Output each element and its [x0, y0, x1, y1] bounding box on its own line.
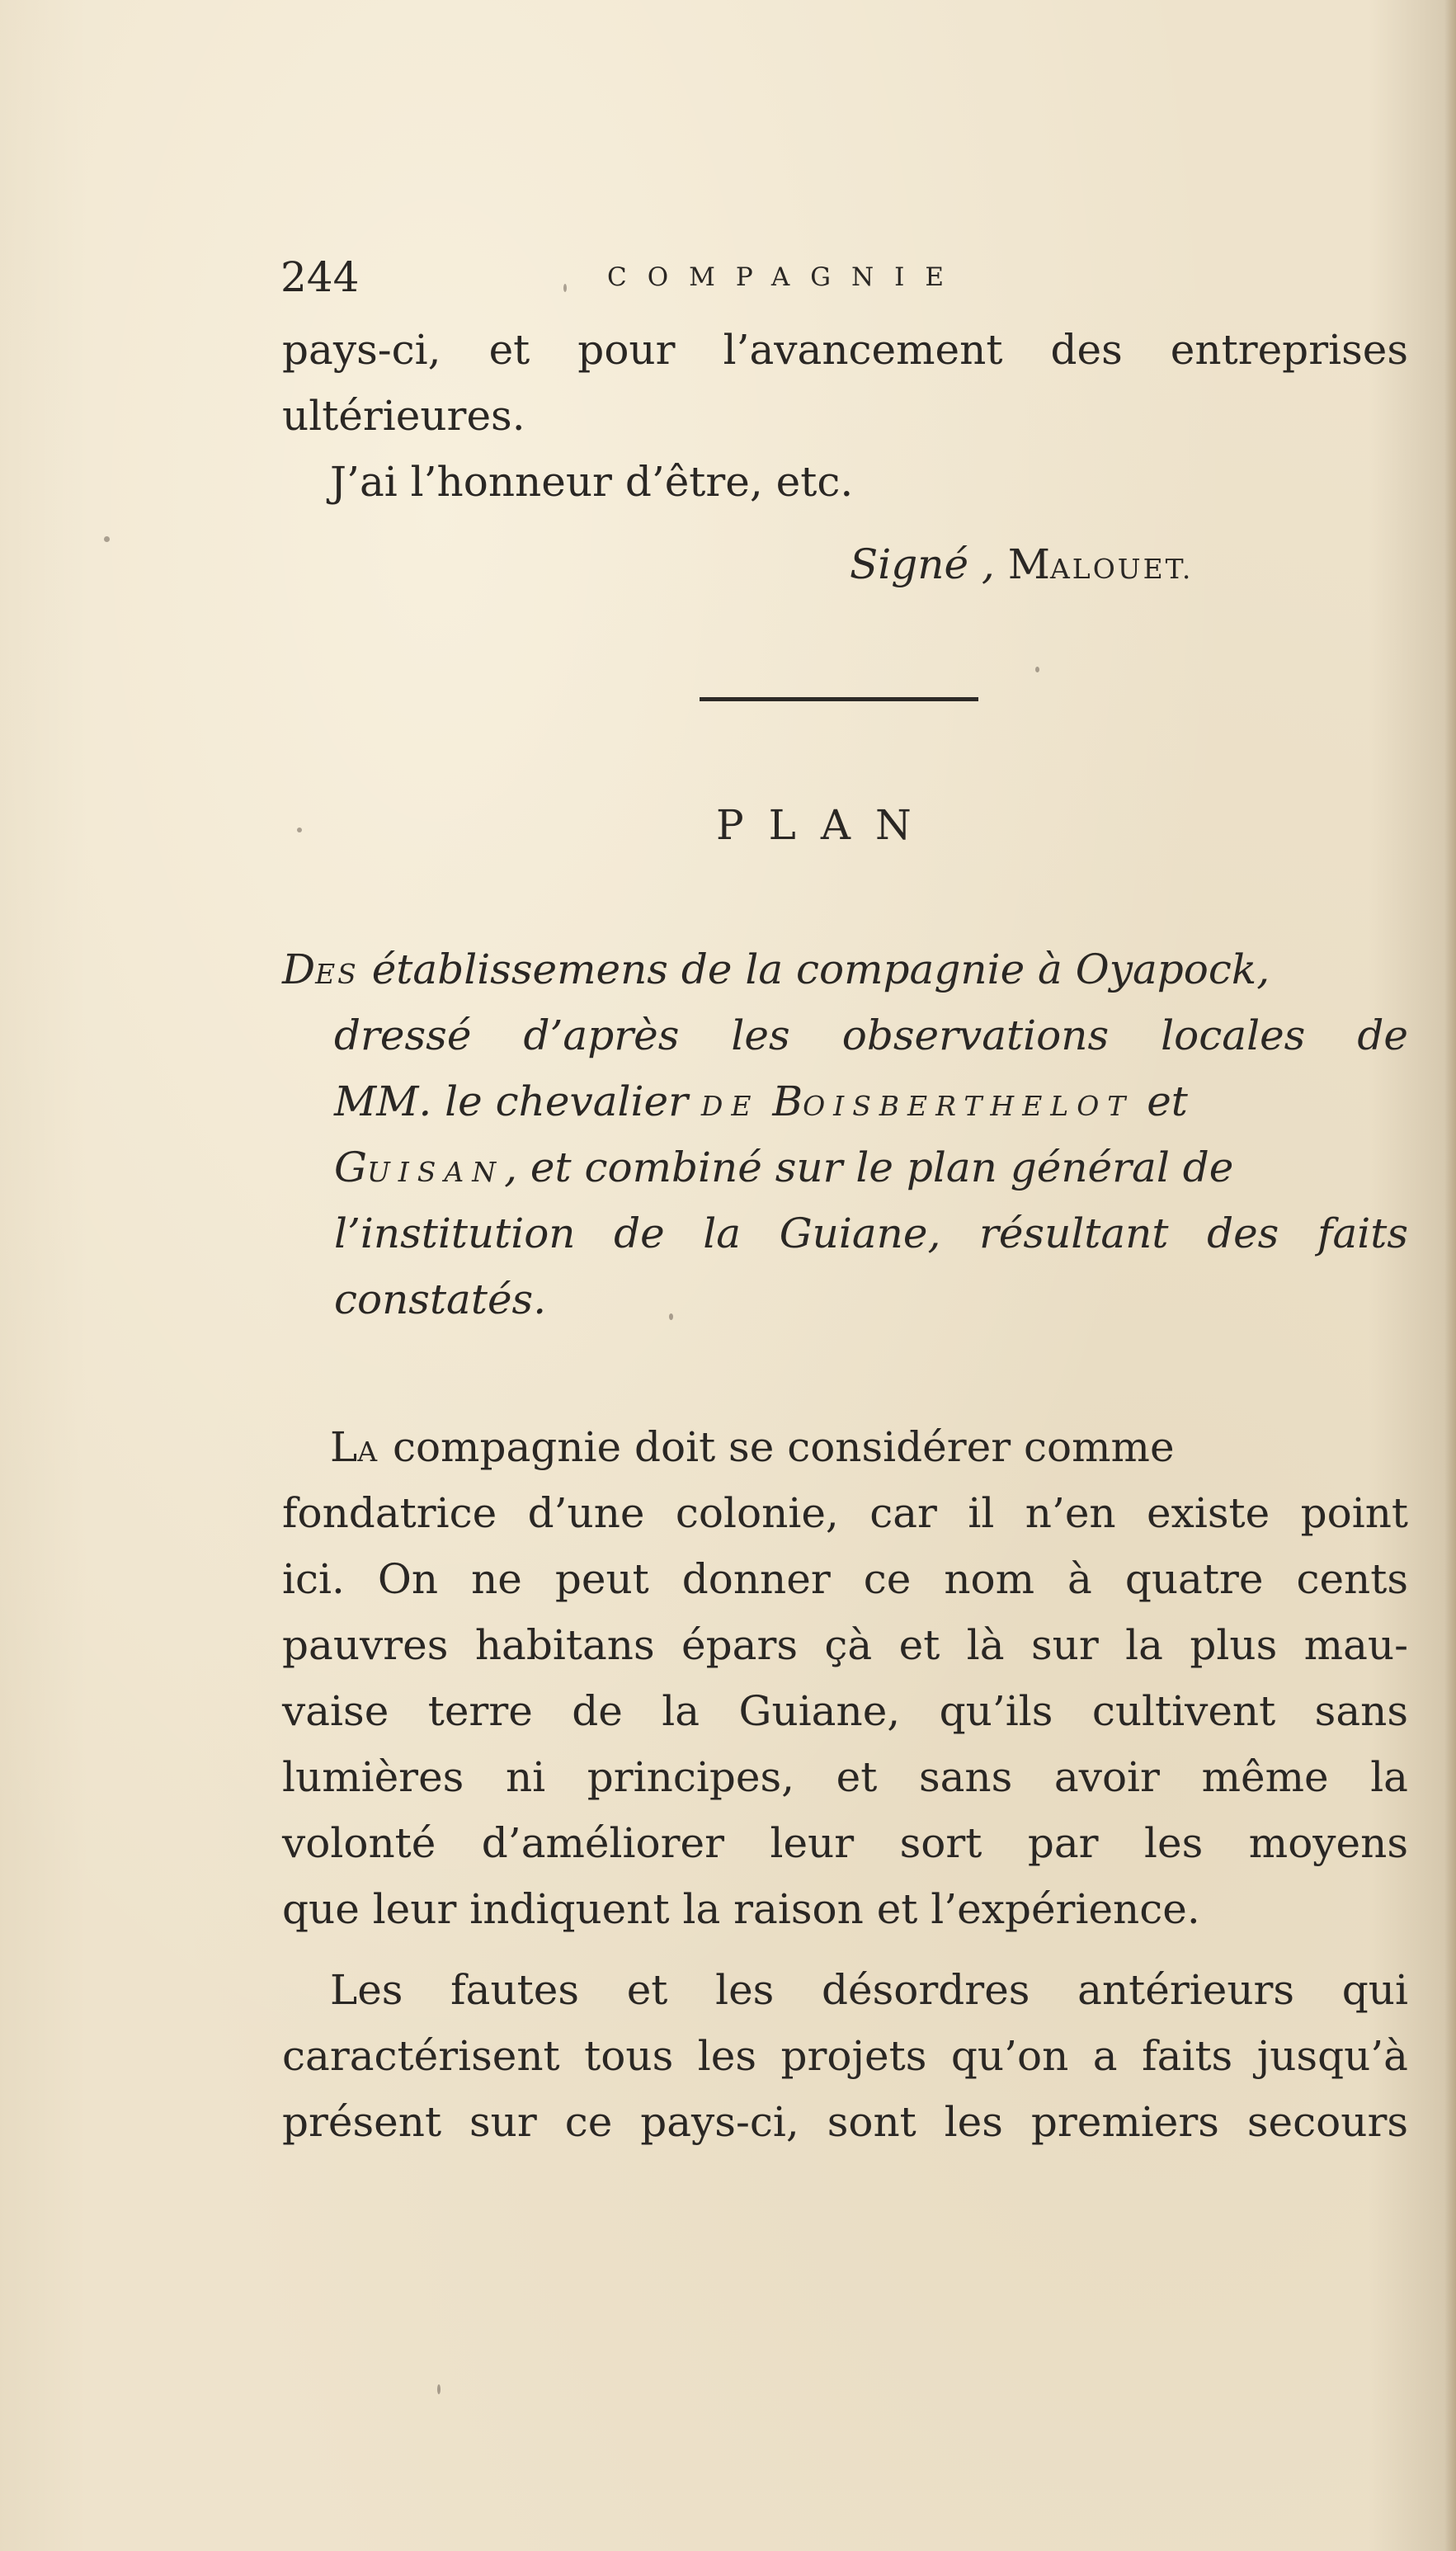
signer-name	[1008, 540, 1194, 588]
subtitle-smallcaps: DE	[700, 1090, 760, 1122]
page-number: 244	[280, 253, 360, 301]
paragraph-smallcaps: A	[357, 1436, 380, 1468]
subtitle-text: et	[1147, 1077, 1188, 1125]
text-line: volonté d’améliorer leur sort par les moyens	[282, 1819, 1408, 1867]
text-line: vaise terre de la Guiane, qu’ils cultivent sans	[282, 1687, 1408, 1735]
subtitle-text: , et combiné sur le plan général de	[504, 1143, 1234, 1191]
section-divider	[700, 697, 978, 701]
person-name-smallcaps: OISBERTHELOT	[803, 1090, 1134, 1122]
subtitle-line	[282, 936, 1408, 1007]
person-name-smallcaps: UISAN	[366, 1156, 505, 1188]
running-head: COMPAGNIE	[607, 262, 965, 292]
subtitle-line: l’institution de la Guiane, résultant des faits	[334, 1209, 1408, 1257]
paper-speck	[104, 536, 110, 542]
paper-speck	[437, 2384, 441, 2394]
subtitle-line	[334, 1068, 1408, 1139]
paragraph-initial: L	[330, 1423, 358, 1471]
text-line: fondatrice d’une colonie, car il n’en existe point	[282, 1489, 1408, 1537]
paper-speck	[297, 828, 302, 832]
signed-label: Signé ,	[850, 540, 995, 588]
subtitle-initial: D	[282, 945, 316, 993]
signature-line	[850, 531, 1193, 602]
subtitle-line	[334, 1134, 1408, 1205]
text-line	[330, 1414, 1408, 1485]
text-line: pauvres habitans épars çà et là sur la plus mau-	[282, 1621, 1408, 1669]
text-line: Les fautes et les désordres antérieurs qui	[330, 1966, 1408, 2014]
text-line: caractérisent tous les projets qu’on a faits jusqu’à	[282, 2032, 1408, 2080]
text-line: pays-ci, et pour l’avancement des entreprises	[282, 326, 1408, 374]
subtitle-smallcaps: ES	[315, 958, 359, 990]
text-run: compagnie doit se considérer comme	[392, 1423, 1175, 1471]
person-initial: B	[772, 1077, 803, 1125]
signer-name-smallcaps: ALOUET.	[1049, 553, 1194, 585]
text-line: ici. On ne peut donner ce nom à quatre cents	[282, 1555, 1408, 1603]
person-initial: G	[334, 1143, 367, 1191]
signer-initial: M	[1007, 540, 1050, 588]
page-header	[280, 244, 1419, 310]
paper-speck	[669, 1313, 673, 1320]
subtitle-text: MM. le chevalier	[334, 1077, 688, 1125]
text-line: lumières ni principes, et sans avoir même la	[282, 1753, 1408, 1801]
page-edge-shadow	[1444, 0, 1456, 2551]
text-line: J’ai l’honneur d’être, etc.	[330, 458, 854, 506]
text-line: ultérieures.	[282, 392, 525, 440]
subtitle-line: constatés.	[334, 1276, 547, 1323]
subtitle-line: dressé d’après les observations locales de	[334, 1011, 1408, 1059]
text-line: présent sur ce pays-ci, sont les premiers secours	[282, 2098, 1408, 2146]
paper-speck	[1035, 667, 1039, 672]
subtitle-text: établissemens de la compagnie à Oyapock,	[371, 945, 1270, 993]
text-line: que leur indiquent la raison et l’expérience.	[282, 1885, 1200, 1933]
person-name	[772, 1077, 1133, 1125]
section-title: PLAN	[716, 801, 936, 849]
